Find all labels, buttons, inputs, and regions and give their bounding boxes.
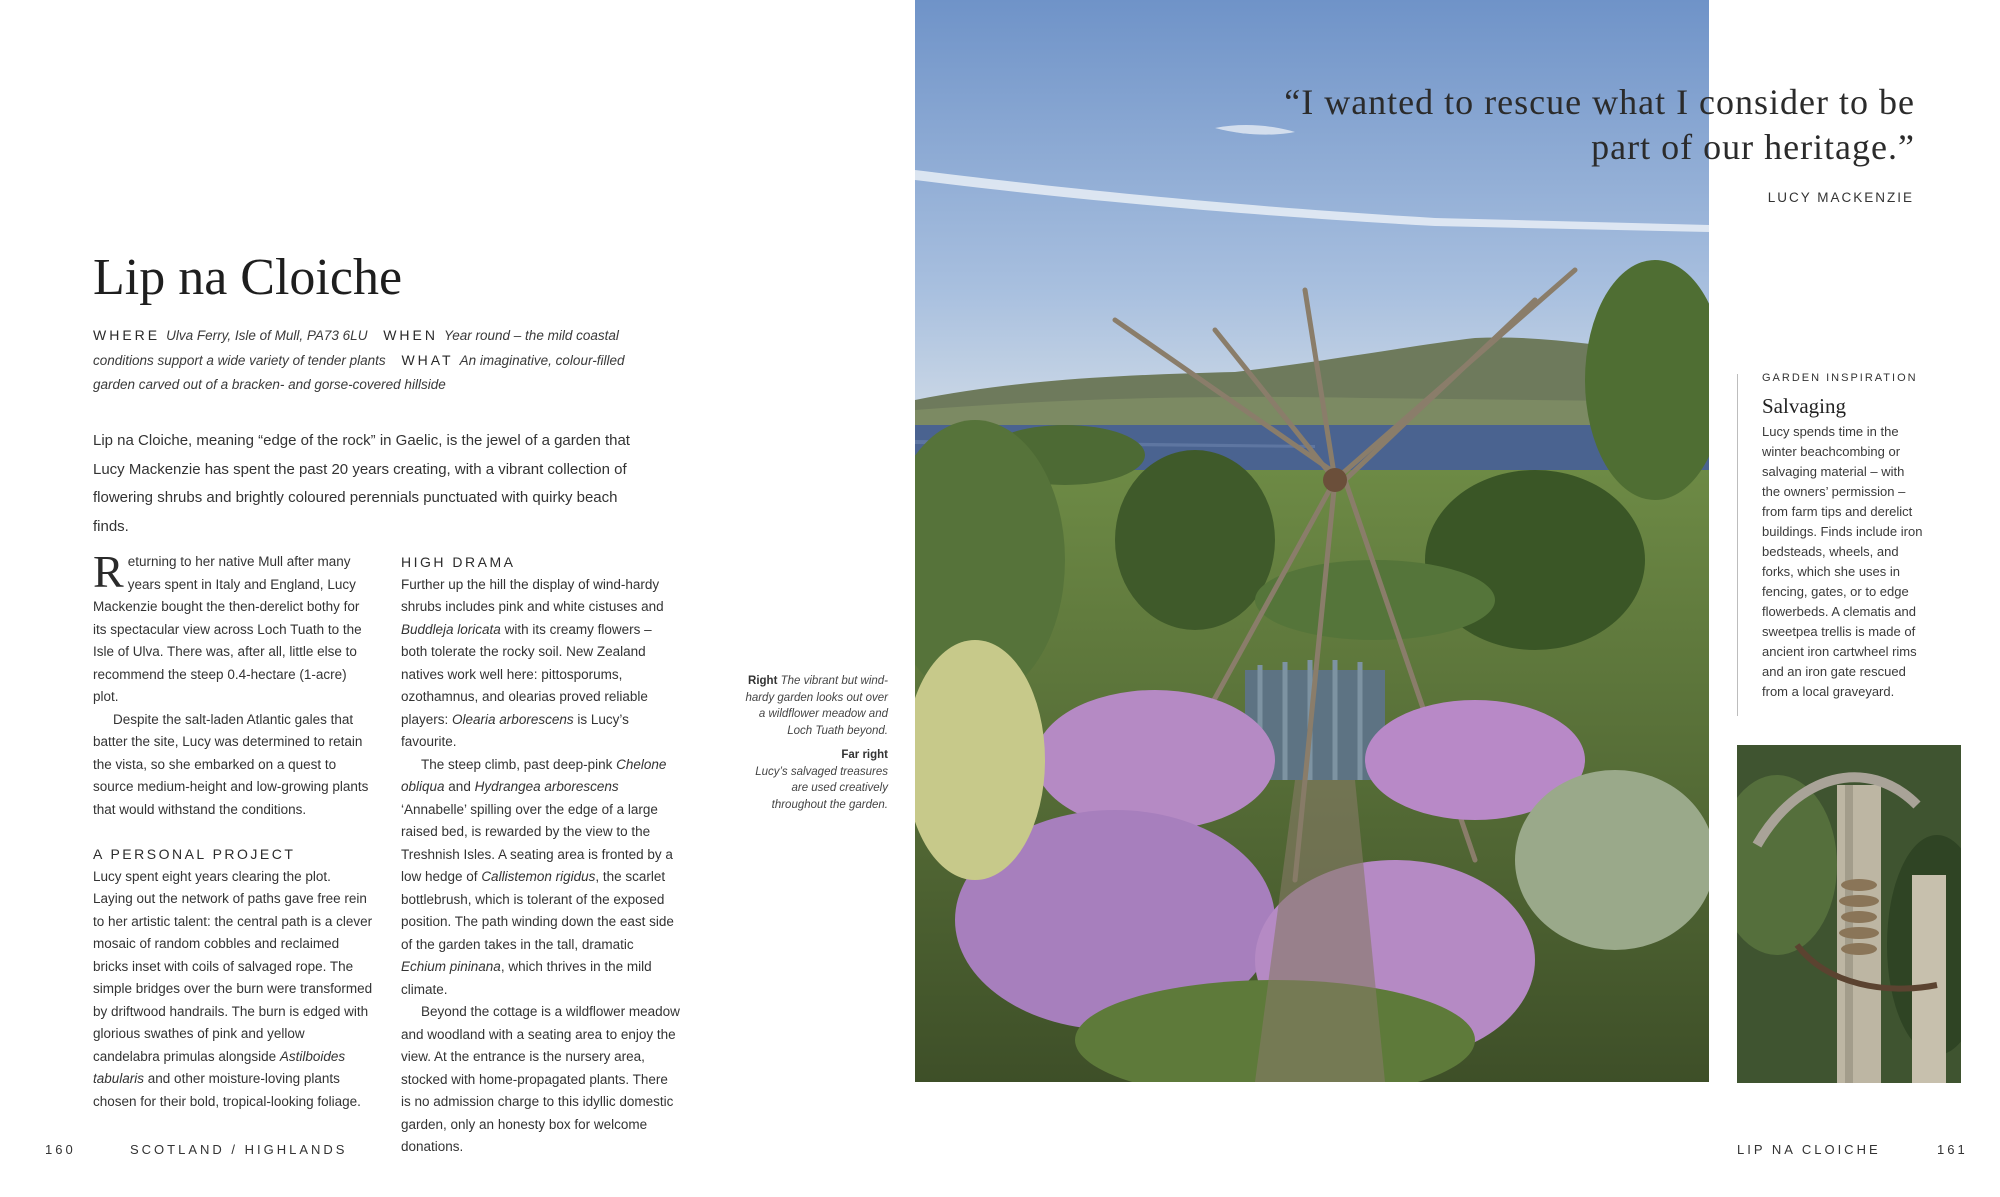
salvaged-post-illustration xyxy=(1737,745,1961,1083)
drop-cap: R xyxy=(93,546,124,597)
salvaged-treasures-photo xyxy=(1737,745,1961,1083)
running-head-left: SCOTLAND / HIGHLANDS xyxy=(130,1142,348,1157)
photo-captions xyxy=(740,673,888,821)
plant-name: Olearia arborescens xyxy=(452,711,574,727)
plant-name: Hydrangea arborescens xyxy=(474,779,619,794)
paragraph xyxy=(401,574,681,754)
plant-name: Callistemon rigidus xyxy=(481,869,596,884)
paragraph-text: ‘Annabelle’ spilling over the edge of a large raised bed, is rewarded by the view to the Treshnish Isles. A seating area is fronted by a low hedge of xyxy=(401,801,673,884)
pull-quote: “I wanted to rescue what I consider to be part of our heritage.” xyxy=(1284,82,1915,167)
paragraph-text: Lucy spent eight years clearing the plot. Laying out the network of paths gave free rein to her artistic talent: the central path is a clever mosaic of random cobbles and reclaimed bricks inset with coils of salvaged rope. The simple bridges over the burn were transformed by driftwood handrails. The burn is edged with glorious swathes of pink and yellow candelabra primulas alongside xyxy=(93,868,373,1064)
garden-details xyxy=(93,323,653,397)
page-number-right: 161 xyxy=(1937,1142,1968,1157)
paragraph-text: is Lucy’s favourite. xyxy=(401,711,629,749)
what-value: An imaginative, colour-filled garden carved out of a bracken- and gorse-covered hillside xyxy=(93,353,625,392)
where-label: WHERE xyxy=(93,327,161,343)
page-title: Lip na Cloiche xyxy=(93,249,403,306)
caption-far-right xyxy=(740,747,888,813)
plant-name: Echium pininana xyxy=(401,959,501,974)
sidebar-title: Salvaging xyxy=(1762,394,1846,418)
paragraph-text: Further up the hill the display of wind-hardy shrubs includes pink and white cistuses and xyxy=(401,576,664,614)
running-head-right: LIP NA CLOICHE xyxy=(1737,1142,1881,1157)
paragraph-text: , which thrives in the mild climate. xyxy=(401,959,652,997)
sidebar-body: Lucy spends time in the winter beachcombing or salvaging material – with the owners’ permission – from farm tips and derelict buildings. Finds include iron bedsteads, wheels, and forks, which she uses in fencing, gates, or to edge flowerbeds. A clematis and sweetpea trellis is made of ancient iron cartwheel rims and an iron gate rescued from a local graveyard. xyxy=(1762,424,1923,699)
when-label: WHEN xyxy=(383,327,438,343)
quote-author: LUCY MACKENZIE xyxy=(1767,190,1914,205)
caption-label: Far right xyxy=(841,749,888,761)
page-number-left: 160 xyxy=(45,1142,76,1157)
sidebar-divider xyxy=(1737,374,1738,716)
paragraph: Despite the salt-laden Atlantic gales that batter the site, Lucy was determined to retain the vista, so she embarked on a quest to source medium-height and low-growing plants that would withstand the conditions. xyxy=(93,711,369,817)
paragraph-text: and other moisture-loving plants chosen for their bold, tropical-looking foliage. xyxy=(93,1071,361,1109)
plant-name: Astilboides tabularis xyxy=(93,1048,346,1086)
paragraph-text: , the scarlet bottlebrush, which is tolerant of the exposed position. The path winding down the east side of the garden takes in the tall, dramatic xyxy=(401,869,674,952)
caption-label: Right xyxy=(748,675,778,687)
paragraph-text: The steep climb, past deep-pink xyxy=(421,756,617,772)
intro-paragraph: Lip na Cloiche, meaning “edge of the rock” in Gaelic, is the jewel of a garden that Lucy Mackenzie has spent the past 20 years creating, with a vibrant collection of flowering shrubs and brightly coloured perennials punctuated with quirky beach finds. xyxy=(93,432,630,535)
body-column-2 xyxy=(401,551,681,1159)
caption-right xyxy=(740,673,888,739)
body-column-1 xyxy=(93,546,373,1113)
paragraph-text: and xyxy=(444,779,475,794)
plant-name: Chelone obliqua xyxy=(401,756,667,794)
what-label: WHAT xyxy=(401,352,454,368)
paragraph xyxy=(401,754,681,1002)
paragraph-text: eturning to her native Mull after many years spent in Italy and England, Lucy Mackenzie bought the then-derelict bothy for its spectacular view across Loch Tuath to the Isle of Ulva. There was, after all, little else to recommend the steep 0.4-hectare (1-acre) plot. xyxy=(93,554,362,704)
paragraph xyxy=(93,546,373,709)
section-heading: HIGH DRAMA xyxy=(401,554,516,570)
plant-name: Buddleja loricata xyxy=(401,621,501,637)
sidebar-label: GARDEN INSPIRATION xyxy=(1762,372,1918,384)
where-value: Ulva Ferry, Isle of Mull, PA73 6LU xyxy=(166,328,368,343)
when-value: Year round – the mild coastal conditions support a wide variety of tender plants xyxy=(93,328,619,368)
paragraph xyxy=(93,866,373,1114)
caption-text: The vibrant but wind-hardy garden looks out over a wildflower meadow and Loch Tuath beyond. xyxy=(745,675,888,737)
paragraph-text: with its creamy flowers – both tolerate the rocky soil. New Zealand natives work well here: pittosporums, ozothamnus, and olearias proved reliable players: xyxy=(401,621,652,727)
caption-text: Lucy’s salvaged treasures are used creatively throughout the garden. xyxy=(755,765,888,811)
paragraph: Beyond the cottage is a wildflower meadow and woodland with a seating area to enjoy the view. At the entrance is the nursery area, stocked with home-propagated plants. There is no admission charge to this idyllic domestic garden, only an honesty box for welcome donations. xyxy=(401,1004,680,1154)
section-heading: A PERSONAL PROJECT xyxy=(93,846,296,862)
